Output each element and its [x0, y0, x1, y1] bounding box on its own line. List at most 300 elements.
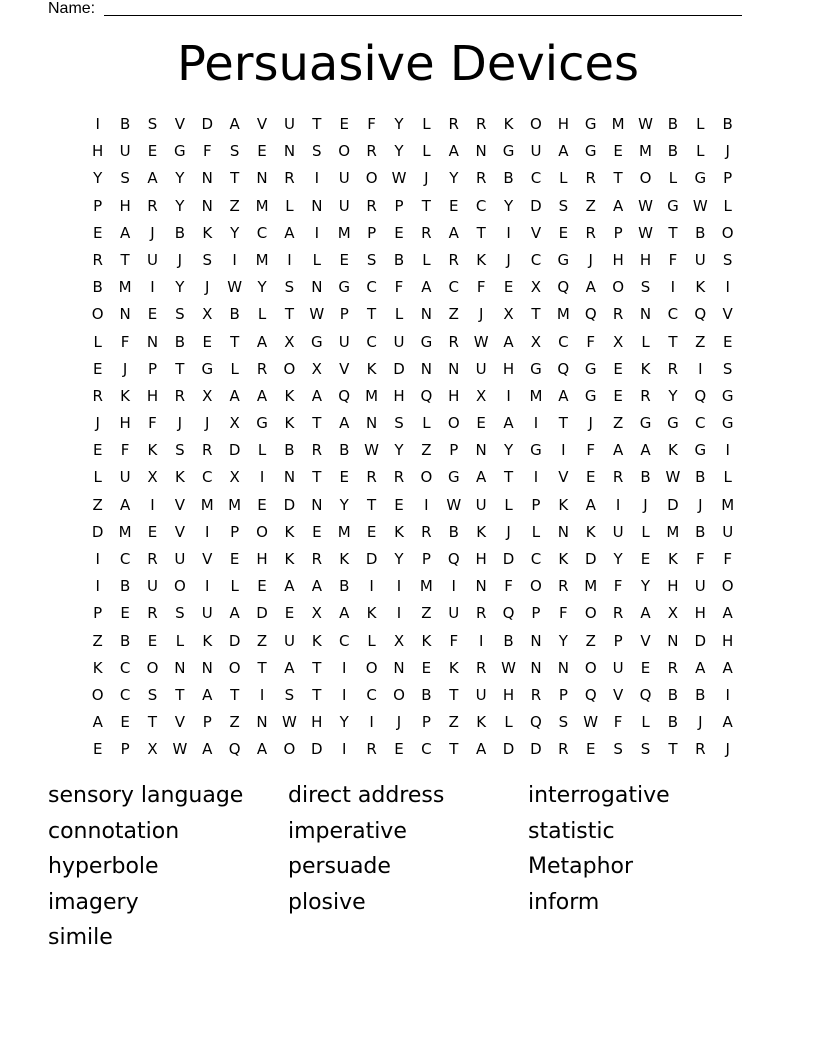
grid-letter: S: [284, 685, 295, 704]
grid-letter: S: [722, 359, 733, 378]
word-bank-item: direct address: [288, 783, 445, 808]
grid-letter: U: [694, 577, 706, 596]
grid-letter: C: [256, 223, 268, 242]
grid-letter: I: [561, 441, 566, 460]
grid-letter: J: [478, 305, 484, 324]
grid-letter: M: [118, 522, 132, 541]
grid-letter: H: [557, 115, 569, 133]
grid-letter: R: [284, 169, 295, 188]
grid-letter: E: [394, 223, 404, 242]
grid-letter: G: [256, 414, 268, 433]
grid-letter: O: [639, 169, 652, 188]
grid-letter: L: [312, 250, 321, 269]
grid-letter: N: [365, 414, 378, 433]
grid-letter: E: [394, 495, 404, 514]
word-bank-item: interrogative: [528, 783, 670, 808]
grid-letter: W: [172, 740, 188, 759]
grid-letter: J: [177, 250, 183, 269]
grid-letter: E: [92, 740, 103, 759]
grid-letter: W: [665, 468, 681, 487]
grid-letter: S: [175, 305, 185, 324]
grid-letter: B: [667, 685, 679, 704]
grid-letter: R: [530, 685, 542, 704]
grid-letter: C: [202, 468, 213, 487]
grid-letter: B: [503, 631, 514, 650]
grid-letter: E: [449, 196, 459, 215]
grid-letter: A: [640, 441, 651, 460]
grid-letter: T: [312, 658, 322, 677]
grid-letter: R: [558, 740, 569, 759]
grid-letter: O: [91, 305, 104, 324]
letter-grid: [84, 114, 741, 767]
grid-letter: Y: [503, 196, 514, 215]
grid-letter: K: [558, 550, 569, 568]
grid-letter: O: [228, 658, 241, 677]
grid-letter: A: [284, 577, 295, 596]
grid-letter: I: [451, 577, 456, 596]
grid-letter: V: [722, 305, 733, 324]
name-field: [48, 0, 742, 18]
grid-letter: A: [119, 495, 131, 514]
grid-letter: R: [475, 169, 487, 188]
grid-letter: K: [202, 631, 213, 650]
grid-letter: L: [696, 142, 705, 161]
grid-letter: A: [229, 386, 240, 405]
grid-letter: G: [639, 414, 652, 433]
grid-letter: X: [229, 414, 240, 433]
grid-letter: Y: [339, 495, 349, 514]
grid-letter: A: [256, 386, 268, 405]
grid-letter: I: [205, 522, 210, 541]
grid-letter: J: [698, 495, 703, 514]
grid-letter: A: [585, 278, 596, 297]
grid-letter: F: [120, 441, 130, 460]
grid-letter: U: [338, 169, 350, 188]
grid-letter: C: [530, 250, 542, 269]
grid-letter: I: [725, 441, 730, 460]
grid-letter: F: [202, 142, 212, 161]
grid-letter: K: [284, 414, 295, 433]
grid-letter: N: [201, 658, 213, 677]
grid-letter: E: [120, 604, 130, 623]
grid-letter: N: [530, 658, 542, 677]
grid-letter: R: [147, 550, 158, 568]
grid-letter: M: [529, 386, 543, 405]
grid-letter: K: [284, 550, 295, 568]
grid-letter: Q: [584, 305, 597, 324]
grid-letter: B: [92, 278, 103, 297]
grid-letter: U: [338, 196, 350, 215]
grid-letter: I: [533, 468, 539, 487]
grid-letter: A: [722, 604, 733, 623]
grid-letter: A: [119, 223, 131, 242]
grid-letter: W: [364, 441, 380, 460]
grid-letter: B: [667, 115, 679, 133]
grid-letter: O: [530, 577, 542, 596]
grid-letter: R: [366, 142, 377, 161]
grid-letter: N: [393, 658, 405, 677]
grid-letter: E: [640, 658, 651, 677]
grid-letter: Q: [228, 740, 241, 759]
grid-letter: E: [92, 441, 103, 460]
grid-letter: O: [530, 115, 542, 133]
grid-letter: D: [584, 550, 597, 568]
grid-letter: A: [448, 223, 459, 242]
grid-letter: T: [147, 713, 158, 732]
grid-letter: K: [640, 359, 651, 378]
grid-letter: T: [449, 685, 459, 704]
grid-letter: R: [612, 305, 624, 324]
grid-letter: E: [339, 468, 349, 487]
grid-letter: Y: [394, 115, 404, 133]
grid-letter: U: [174, 550, 186, 568]
grid-letter: I: [314, 169, 320, 188]
grid-letter: L: [257, 305, 267, 324]
grid-letter: U: [722, 522, 734, 541]
grid-letter: J: [424, 169, 429, 188]
grid-letter: L: [504, 495, 513, 514]
grid-letter: G: [338, 278, 351, 297]
grid-letter: A: [339, 604, 350, 623]
grid-letter: K: [284, 522, 295, 541]
grid-letter: P: [613, 223, 623, 242]
grid-letter: R: [256, 359, 268, 378]
grid-letter: H: [667, 577, 679, 596]
grid-letter: E: [613, 359, 623, 378]
grid-letter: P: [531, 604, 541, 623]
grid-letter: Q: [338, 386, 351, 405]
grid-letter: F: [449, 631, 459, 650]
grid-letter: U: [448, 604, 460, 623]
grid-letter: S: [284, 278, 295, 297]
grid-letter: R: [612, 468, 624, 487]
grid-letter: L: [422, 115, 431, 133]
grid-letter: A: [311, 386, 322, 405]
grid-letter: C: [475, 196, 487, 215]
grid-letter: N: [667, 631, 679, 650]
grid-letter: H: [256, 550, 268, 568]
grid-letter: R: [448, 115, 459, 133]
grid-letter: J: [205, 278, 210, 297]
grid-letter: C: [448, 278, 460, 297]
grid-letter: D: [228, 441, 241, 460]
grid-letter: S: [640, 740, 651, 759]
grid-letter: T: [558, 414, 568, 433]
grid-letter: R: [448, 250, 459, 269]
grid-letter: Y: [503, 441, 514, 460]
grid-letter: H: [502, 685, 515, 704]
grid-letter: W: [473, 332, 489, 351]
grid-letter: C: [366, 685, 377, 704]
grid-letter: A: [421, 278, 432, 297]
grid-letter: A: [229, 115, 240, 133]
grid-letter: J: [396, 713, 402, 732]
grid-letter: P: [93, 196, 103, 215]
grid-letter: G: [667, 196, 679, 215]
grid-letter: S: [175, 441, 185, 460]
grid-letter: V: [339, 359, 350, 378]
grid-letter: L: [641, 522, 650, 541]
grid-letter: B: [174, 223, 186, 242]
grid-letter: K: [366, 604, 377, 623]
grid-letter: Y: [394, 550, 404, 568]
grid-letter: Q: [502, 604, 515, 623]
grid-letter: N: [174, 658, 186, 677]
grid-letter: N: [557, 658, 569, 677]
grid-letter: L: [723, 468, 732, 487]
grid-letter: N: [201, 196, 213, 215]
grid-letter: O: [365, 658, 378, 677]
grid-letter: C: [558, 332, 569, 351]
grid-letter: I: [95, 577, 100, 596]
grid-letter: T: [230, 169, 240, 188]
word-bank-item: imagery: [48, 889, 139, 915]
grid-letter: G: [584, 115, 597, 133]
grid-letter: J: [643, 495, 648, 514]
grid-letter: N: [448, 359, 460, 378]
grid-letter: X: [229, 468, 240, 487]
grid-letter: T: [257, 658, 267, 677]
grid-letter: A: [256, 332, 268, 351]
grid-letter: W: [309, 305, 325, 324]
grid-letter: R: [585, 223, 596, 242]
grid-letter: O: [721, 223, 734, 242]
grid-letter: A: [695, 658, 706, 677]
grid-letter: T: [668, 740, 678, 759]
grid-letter: T: [120, 250, 130, 269]
grid-letter: C: [421, 740, 432, 759]
grid-letter: X: [530, 278, 542, 297]
grid-letter: S: [366, 250, 377, 269]
grid-letter: A: [640, 604, 651, 623]
grid-letter: B: [119, 115, 131, 133]
grid-letter: V: [558, 468, 569, 487]
grid-letter: I: [259, 468, 265, 487]
grid-letter: E: [92, 223, 103, 242]
word-bank-item: sensory language: [48, 783, 244, 808]
grid-letter: X: [530, 332, 542, 351]
grid-letter: H: [311, 713, 323, 732]
grid-letter: F: [586, 332, 596, 351]
grid-letter: S: [558, 713, 569, 732]
grid-letter: G: [420, 332, 433, 351]
grid-letter: W: [638, 196, 653, 215]
grid-letter: N: [146, 332, 159, 351]
grid-letter: J: [588, 250, 593, 269]
grid-letter: E: [722, 332, 733, 351]
grid-letter: A: [722, 713, 733, 732]
grid-letter: K: [667, 550, 678, 568]
grid-letter: S: [147, 685, 158, 704]
grid-letter: B: [667, 142, 679, 161]
grid-letter: F: [476, 278, 486, 297]
grid-letter: X: [476, 386, 487, 405]
grid-letter: G: [694, 169, 707, 188]
grid-letter: H: [146, 386, 159, 405]
grid-letter: I: [698, 359, 703, 378]
grid-letter: F: [695, 550, 705, 568]
grid-letter: T: [613, 169, 623, 188]
grid-letter: R: [640, 386, 651, 405]
grid-letter: P: [449, 441, 459, 460]
grid-letter: H: [639, 250, 652, 269]
grid-letter: W: [227, 278, 243, 297]
grid-letter: E: [394, 740, 404, 759]
grid-letter: S: [120, 169, 130, 188]
grid-letter: A: [476, 468, 487, 487]
grid-letter: P: [421, 550, 431, 568]
grid-letter: O: [146, 658, 159, 677]
grid-letter: J: [150, 223, 155, 242]
grid-letter: Y: [394, 142, 404, 161]
grid-letter: E: [421, 658, 432, 677]
grid-letter: L: [230, 359, 239, 378]
grid-letter: H: [722, 631, 734, 650]
grid-letter: F: [559, 604, 568, 623]
grid-letter: T: [367, 305, 377, 324]
grid-letter: D: [201, 115, 214, 133]
grid-letter: L: [504, 713, 513, 732]
grid-letter: H: [119, 196, 131, 215]
grid-letter: Z: [585, 196, 596, 215]
grid-letter: F: [613, 577, 623, 596]
grid-letter: R: [147, 196, 158, 215]
grid-letter: U: [283, 115, 295, 133]
grid-letter: E: [257, 577, 267, 596]
grid-letter: N: [530, 631, 542, 650]
grid-letter: L: [641, 332, 650, 351]
grid-letter: B: [695, 223, 706, 242]
grid-letter: Q: [639, 685, 652, 704]
grid-letter: K: [92, 658, 103, 677]
grid-letter: H: [694, 604, 706, 623]
word-bank-item: connotation: [48, 818, 180, 844]
grid-letter: K: [558, 495, 569, 514]
grid-letter: K: [120, 386, 130, 405]
grid-letter: D: [311, 740, 323, 759]
grid-letter: T: [531, 305, 541, 324]
grid-letter: B: [695, 468, 706, 487]
grid-letter: Z: [229, 196, 240, 215]
grid-letter: Q: [530, 713, 542, 732]
word-bank-item: inform: [528, 889, 600, 915]
grid-letter: L: [696, 115, 705, 133]
grid-letter: X: [311, 604, 322, 623]
grid-letter: M: [556, 305, 570, 324]
grid-letter: G: [667, 414, 679, 433]
grid-letter: E: [339, 250, 349, 269]
grid-letter: D: [502, 740, 515, 759]
grid-letter: N: [639, 305, 652, 324]
grid-letter: O: [420, 468, 433, 487]
grid-letter: T: [312, 468, 322, 487]
grid-letter: M: [337, 223, 351, 242]
grid-letter: K: [339, 550, 350, 568]
grid-letter: M: [255, 250, 269, 269]
grid-letter: Y: [175, 196, 185, 215]
grid-letter: N: [420, 359, 432, 378]
grid-letter: Y: [558, 631, 568, 650]
grid-letter: I: [150, 495, 155, 514]
grid-letter: G: [530, 441, 542, 460]
grid-letter: C: [119, 550, 131, 568]
grid-letter: J: [506, 522, 511, 541]
grid-letter: X: [284, 332, 295, 351]
grid-letter: A: [284, 223, 295, 242]
grid-letter: I: [506, 223, 511, 242]
grid-letter: U: [530, 142, 542, 161]
grid-letter: A: [612, 196, 624, 215]
grid-letter: B: [119, 577, 131, 596]
grid-letter: O: [91, 685, 104, 704]
grid-letter: L: [641, 713, 650, 732]
grid-letter: I: [725, 278, 730, 297]
grid-letter: A: [147, 169, 158, 188]
grid-letter: R: [92, 386, 103, 405]
grid-letter: T: [312, 414, 322, 433]
grid-letter: E: [640, 550, 651, 568]
grid-letter: K: [174, 468, 185, 487]
grid-letter: X: [147, 468, 158, 487]
grid-letter: X: [147, 740, 158, 759]
grid-letter: O: [283, 359, 296, 378]
grid-letter: L: [230, 577, 239, 596]
grid-letter: Y: [339, 713, 349, 732]
grid-letter: T: [668, 223, 678, 242]
grid-letter: K: [366, 359, 377, 378]
grid-letter: O: [721, 577, 734, 596]
grid-letter: Z: [695, 332, 706, 351]
grid-letter: F: [613, 713, 623, 732]
grid-letter: F: [120, 332, 130, 351]
grid-letter: H: [119, 414, 131, 433]
grid-letter: L: [93, 332, 102, 351]
grid-letter: I: [287, 250, 292, 269]
grid-letter: Z: [229, 713, 240, 732]
grid-letter: Z: [421, 441, 432, 460]
grid-letter: R: [311, 441, 323, 460]
grid-letter: E: [366, 522, 377, 541]
grid-letter: E: [613, 142, 623, 161]
grid-letter: F: [148, 414, 157, 433]
grid-letter: E: [613, 386, 623, 405]
grid-letter: Z: [421, 604, 432, 623]
grid-letter: N: [475, 441, 487, 460]
grid-letter: I: [314, 223, 320, 242]
grid-letter: U: [146, 577, 158, 596]
grid-letter: A: [558, 142, 569, 161]
grid-letter: M: [584, 577, 598, 596]
grid-letter: D: [228, 631, 241, 650]
grid-letter: Z: [585, 631, 596, 650]
grid-letter: E: [147, 631, 158, 650]
grid-letter: H: [448, 386, 460, 405]
grid-letter: Q: [557, 278, 570, 297]
grid-letter: B: [640, 468, 651, 487]
grid-letter: G: [584, 386, 597, 405]
grid-letter: P: [613, 631, 623, 650]
grid-letter: F: [367, 115, 376, 133]
grid-letter: W: [583, 713, 599, 732]
grid-letter: H: [92, 142, 104, 161]
grid-letter: L: [285, 196, 294, 215]
grid-letter: Y: [613, 550, 623, 568]
grid-letter: S: [722, 250, 733, 269]
grid-letter: A: [256, 740, 268, 759]
grid-letter: K: [147, 441, 158, 460]
grid-letter: N: [201, 169, 213, 188]
grid-letter: O: [256, 522, 268, 541]
